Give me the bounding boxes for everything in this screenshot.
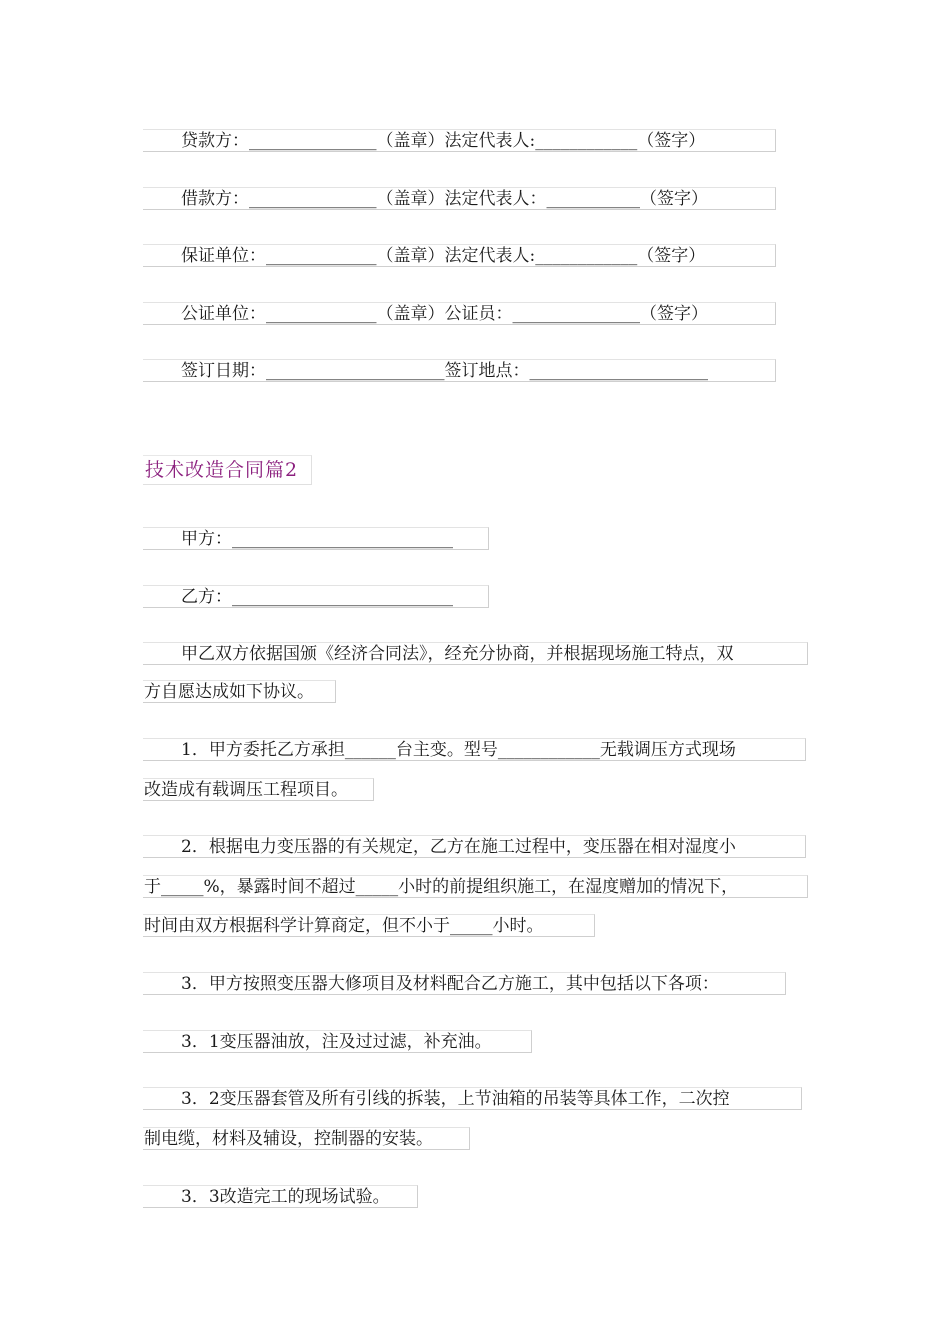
clause-3-2-line-1: 3．2变压器套管及所有引线的拆装，上节油箱的吊装等具体工作，二次控 <box>143 1087 802 1110</box>
signature-line-lender: 贷款方：_______________（盖章）法定代表人:____________（签字） <box>143 129 776 152</box>
signature-line-date-place: 签订日期：_____________________签订地点：_____________________ <box>143 359 776 382</box>
clause-3-2-line-2: 制电缆，材料及辅设，控制器的安装。 <box>143 1127 470 1150</box>
clause-1-line-2: 改造成有载调压工程项目。 <box>143 778 374 801</box>
clause-3-line: 3．甲方按照变压器大修项目及材料配合乙方施工，其中包括以下各项： <box>143 972 786 995</box>
clause-2-line-2: 于_____%，暴露时间不超过_____小时的前提组织施工，在湿度赠加的情况下， <box>143 875 808 898</box>
signature-line-notary: 公证单位：_____________（盖章）公证员：_______________（签字） <box>143 302 776 325</box>
party-a-line: 甲方：__________________________ <box>143 527 489 550</box>
clause-3-3-line: 3．3改造完工的现场试验。 <box>143 1185 418 1208</box>
clause-2-line-1: 2．根据电力变压器的有关规定，乙方在施工过程中，变压器在相对湿度小 <box>143 835 806 858</box>
clause-1-line-1: 1．甲方委托乙方承担______台主变。型号____________无载调压方式现场 <box>143 738 806 761</box>
clause-3-1-line: 3．1变压器油放，注及过过滤，补充油。 <box>143 1030 532 1053</box>
signature-line-guarantor: 保证单位：_____________（盖章）法定代表人:____________（签字） <box>143 244 776 267</box>
clause-2-line-3: 时间由双方根据科学计算商定，但不小于_____小时。 <box>143 914 595 937</box>
party-b-line: 乙方：__________________________ <box>143 585 489 608</box>
intro-paragraph-line-2: 方自愿达成如下协议。 <box>143 680 336 703</box>
section-title: 技术改造合同篇2 <box>143 455 312 485</box>
intro-paragraph-line-1: 甲乙双方依据国颁《经济合同法》，经充分协商，并根据现场施工特点，双 <box>143 642 808 665</box>
signature-line-borrower: 借款方：_______________（盖章）法定代表人：___________（签字） <box>143 187 776 210</box>
